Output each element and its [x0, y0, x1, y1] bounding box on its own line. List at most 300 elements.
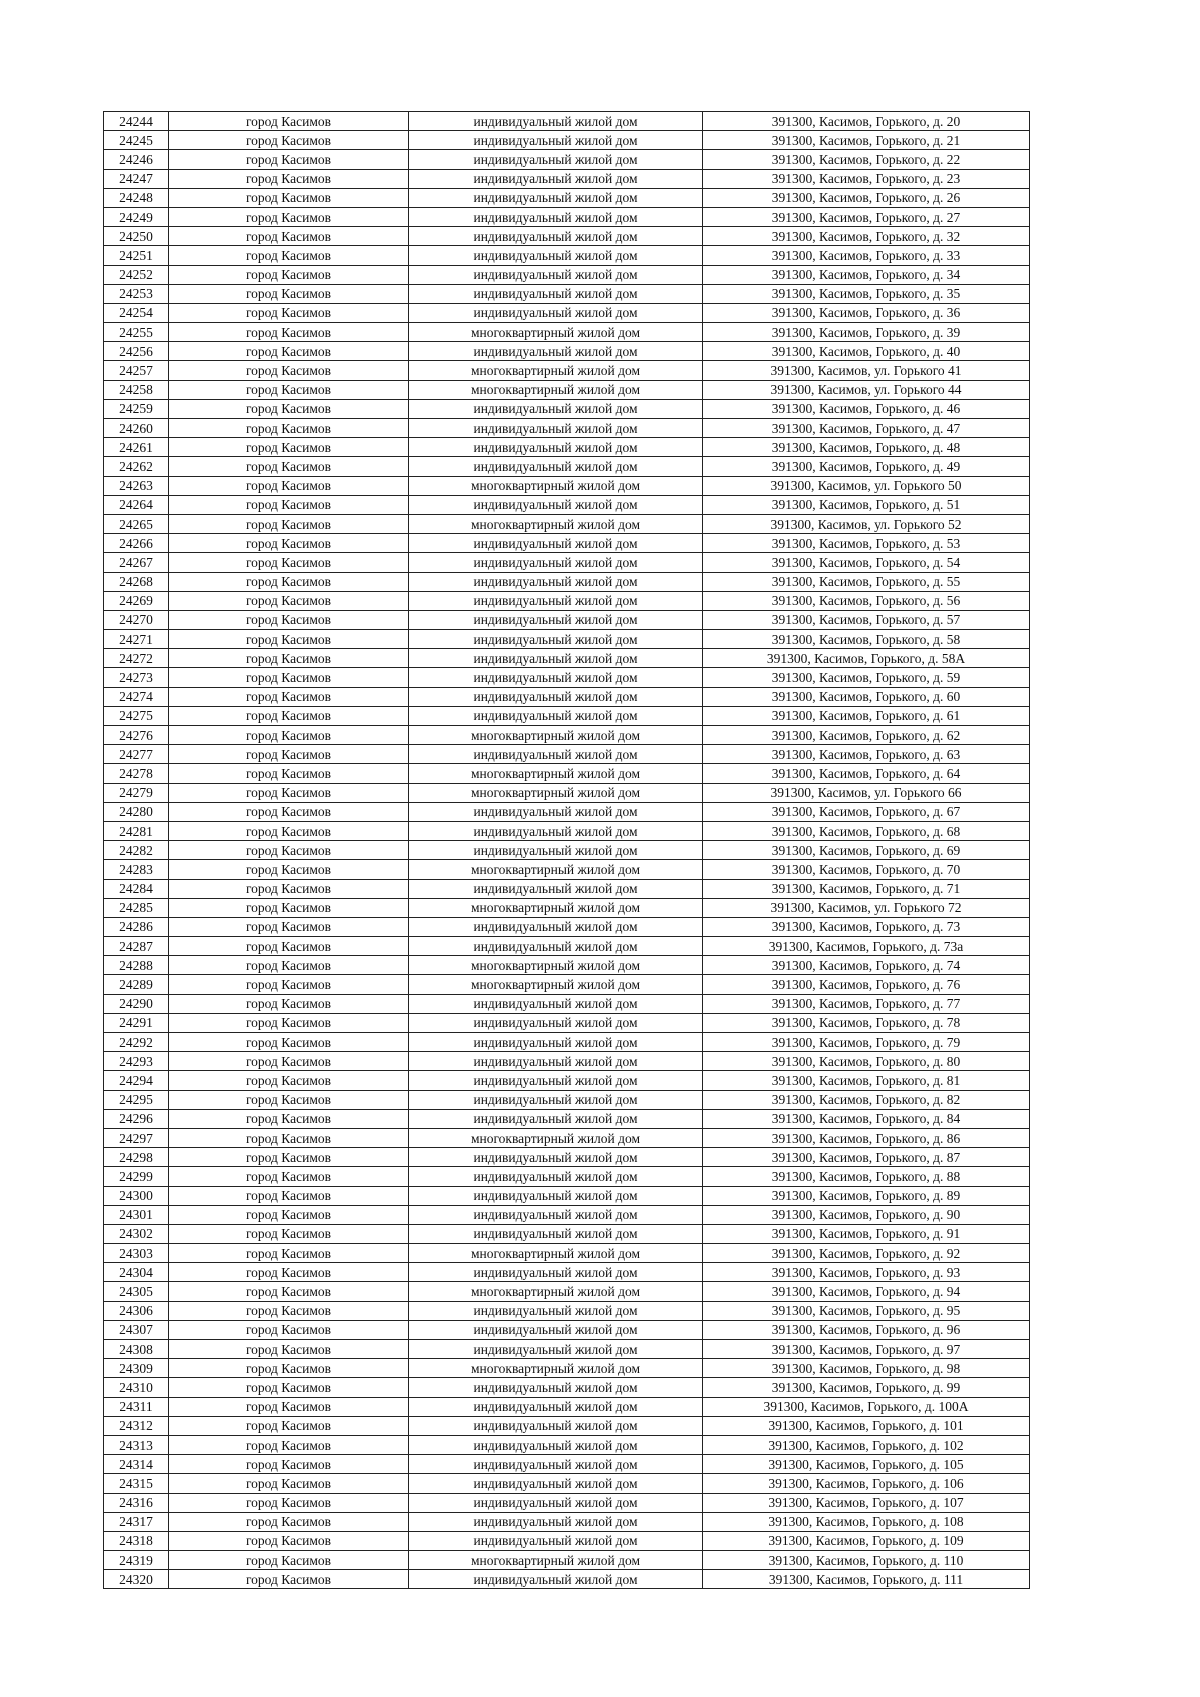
address-cell: 391300, Касимов, Горького, д. 93 [703, 1263, 1030, 1282]
building-type-cell: индивидуальный жилой дом [409, 1090, 703, 1109]
building-type-cell: индивидуальный жилой дом [409, 687, 703, 706]
settlement-cell: город Касимов [169, 534, 409, 553]
settlement-cell: город Касимов [169, 1320, 409, 1339]
address-cell: 391300, Касимов, Горького, д. 57 [703, 610, 1030, 629]
table-row [104, 1416, 1030, 1435]
address-cell: 391300, Касимов, Горького, д. 101 [703, 1416, 1030, 1435]
record-number-cell: 24308 [104, 1340, 169, 1359]
table-row [104, 438, 1030, 457]
record-number-cell: 24295 [104, 1090, 169, 1109]
table-row [104, 1570, 1030, 1589]
record-number-cell: 24279 [104, 783, 169, 802]
building-type-cell: индивидуальный жилой дом [409, 649, 703, 668]
record-number-cell: 24256 [104, 342, 169, 361]
table-row [104, 514, 1030, 533]
building-type-cell: индивидуальный жилой дом [409, 1474, 703, 1493]
settlement-cell: город Касимов [169, 1359, 409, 1378]
settlement-cell: город Касимов [169, 207, 409, 226]
settlement-cell: город Касимов [169, 1435, 409, 1454]
address-cell: 391300, Касимов, ул. Горького 41 [703, 361, 1030, 380]
building-type-cell: индивидуальный жилой дом [409, 1263, 703, 1282]
settlement-cell: город Касимов [169, 553, 409, 572]
address-cell: 391300, Касимов, Горького, д. 91 [703, 1224, 1030, 1243]
table-row [104, 1071, 1030, 1090]
record-number-cell: 24317 [104, 1512, 169, 1531]
building-type-cell: индивидуальный жилой дом [409, 1205, 703, 1224]
record-number-cell: 24257 [104, 361, 169, 380]
building-type-cell: индивидуальный жилой дом [409, 1416, 703, 1435]
settlement-cell: город Касимов [169, 1186, 409, 1205]
record-number-cell: 24263 [104, 476, 169, 495]
settlement-cell: город Касимов [169, 1013, 409, 1032]
record-number-cell: 24266 [104, 534, 169, 553]
address-cell: 391300, Касимов, Горького, д. 109 [703, 1531, 1030, 1550]
address-cell: 391300, Касимов, Горького, д. 53 [703, 534, 1030, 553]
record-number-cell: 24265 [104, 514, 169, 533]
record-number-cell: 24276 [104, 726, 169, 745]
table-row [104, 1244, 1030, 1263]
settlement-cell: город Касимов [169, 1128, 409, 1147]
table-row [104, 783, 1030, 802]
building-type-cell: многоквартирный жилой дом [409, 1244, 703, 1263]
building-type-cell: индивидуальный жилой дом [409, 1301, 703, 1320]
record-number-cell: 24291 [104, 1013, 169, 1032]
table-row [104, 745, 1030, 764]
record-number-cell: 24306 [104, 1301, 169, 1320]
table-row [104, 207, 1030, 226]
table-row [104, 265, 1030, 284]
address-cell: 391300, Касимов, ул. Горького 50 [703, 476, 1030, 495]
settlement-cell: город Касимов [169, 917, 409, 936]
address-cell: 391300, Касимов, Горького, д. 76 [703, 975, 1030, 994]
building-type-cell: индивидуальный жилой дом [409, 399, 703, 418]
address-cell: 391300, Касимов, Горького, д. 82 [703, 1090, 1030, 1109]
settlement-cell: город Касимов [169, 1148, 409, 1167]
address-cell: 391300, Касимов, ул. Горького 44 [703, 380, 1030, 399]
table-row [104, 706, 1030, 725]
building-type-cell: индивидуальный жилой дом [409, 821, 703, 840]
table-row [104, 994, 1030, 1013]
record-number-cell: 24309 [104, 1359, 169, 1378]
building-type-cell: индивидуальный жилой дом [409, 1340, 703, 1359]
address-cell: 391300, Касимов, Горького, д. 26 [703, 188, 1030, 207]
record-number-cell: 24296 [104, 1109, 169, 1128]
registry-table-body [104, 112, 1030, 1589]
building-type-cell: многоквартирный жилой дом [409, 764, 703, 783]
building-type-cell: индивидуальный жилой дом [409, 1109, 703, 1128]
building-type-cell: индивидуальный жилой дом [409, 112, 703, 131]
building-type-cell: индивидуальный жилой дом [409, 342, 703, 361]
table-row [104, 1128, 1030, 1147]
address-cell: 391300, Касимов, Горького, д. 111 [703, 1570, 1030, 1589]
address-cell: 391300, Касимов, Горького, д. 99 [703, 1378, 1030, 1397]
settlement-cell: город Касимов [169, 1378, 409, 1397]
address-cell: 391300, Касимов, Горького, д. 46 [703, 399, 1030, 418]
table-row [104, 1551, 1030, 1570]
record-number-cell: 24244 [104, 112, 169, 131]
building-type-cell: индивидуальный жилой дом [409, 1052, 703, 1071]
record-number-cell: 24255 [104, 323, 169, 342]
table-row [104, 1167, 1030, 1186]
address-cell: 391300, Касимов, Горького, д. 92 [703, 1244, 1030, 1263]
address-cell: 391300, Касимов, Горького, д. 20 [703, 112, 1030, 131]
building-type-cell: индивидуальный жилой дом [409, 1493, 703, 1512]
address-cell: 391300, Касимов, Горького, д. 87 [703, 1148, 1030, 1167]
address-cell: 391300, Касимов, Горького, д. 107 [703, 1493, 1030, 1512]
address-cell: 391300, Касимов, ул. Горького 52 [703, 514, 1030, 533]
building-type-cell: индивидуальный жилой дом [409, 553, 703, 572]
building-type-cell: индивидуальный жилой дом [409, 1512, 703, 1531]
settlement-cell: город Касимов [169, 841, 409, 860]
address-cell: 391300, Касимов, Горького, д. 56 [703, 591, 1030, 610]
settlement-cell: город Касимов [169, 726, 409, 745]
record-number-cell: 24249 [104, 207, 169, 226]
record-number-cell: 24300 [104, 1186, 169, 1205]
address-cell: 391300, Касимов, Горького, д. 39 [703, 323, 1030, 342]
address-cell: 391300, Касимов, Горького, д. 79 [703, 1033, 1030, 1052]
record-number-cell: 24261 [104, 438, 169, 457]
record-number-cell: 24319 [104, 1551, 169, 1570]
table-row [104, 169, 1030, 188]
record-number-cell: 24307 [104, 1320, 169, 1339]
record-number-cell: 24299 [104, 1167, 169, 1186]
table-row [104, 1224, 1030, 1243]
address-cell: 391300, Касимов, Горького, д. 61 [703, 706, 1030, 725]
record-number-cell: 24260 [104, 419, 169, 438]
building-type-cell: многоквартирный жилой дом [409, 898, 703, 917]
table-row [104, 1455, 1030, 1474]
record-number-cell: 24274 [104, 687, 169, 706]
building-type-cell: индивидуальный жилой дом [409, 879, 703, 898]
table-row [104, 188, 1030, 207]
table-row [104, 821, 1030, 840]
table-row [104, 802, 1030, 821]
table-row [104, 1263, 1030, 1282]
building-type-cell: индивидуальный жилой дом [409, 591, 703, 610]
table-row [104, 1090, 1030, 1109]
table-row [104, 572, 1030, 591]
table-row [104, 246, 1030, 265]
building-type-cell: индивидуальный жилой дом [409, 303, 703, 322]
address-cell: 391300, Касимов, Горького, д. 108 [703, 1512, 1030, 1531]
settlement-cell: город Касимов [169, 1263, 409, 1282]
record-number-cell: 24301 [104, 1205, 169, 1224]
address-cell: 391300, Касимов, Горького, д. 51 [703, 495, 1030, 514]
building-type-cell: индивидуальный жилой дом [409, 994, 703, 1013]
address-cell: 391300, Касимов, Горького, д. 74 [703, 956, 1030, 975]
building-type-cell: многоквартирный жилой дом [409, 975, 703, 994]
table-row [104, 1186, 1030, 1205]
record-number-cell: 24304 [104, 1263, 169, 1282]
record-number-cell: 24252 [104, 265, 169, 284]
settlement-cell: город Касимов [169, 342, 409, 361]
building-type-cell: индивидуальный жилой дом [409, 1397, 703, 1416]
table-row [104, 764, 1030, 783]
record-number-cell: 24287 [104, 937, 169, 956]
settlement-cell: город Касимов [169, 1416, 409, 1435]
building-type-cell: индивидуальный жилой дом [409, 495, 703, 514]
table-row [104, 342, 1030, 361]
table-row [104, 1282, 1030, 1301]
table-row [104, 1320, 1030, 1339]
record-number-cell: 24314 [104, 1455, 169, 1474]
address-cell: 391300, Касимов, Горького, д. 48 [703, 438, 1030, 457]
settlement-cell: город Касимов [169, 419, 409, 438]
table-row [104, 150, 1030, 169]
record-number-cell: 24271 [104, 630, 169, 649]
address-cell: 391300, Касимов, Горького, д. 32 [703, 227, 1030, 246]
settlement-cell: город Касимов [169, 1109, 409, 1128]
settlement-cell: город Касимов [169, 399, 409, 418]
record-number-cell: 24259 [104, 399, 169, 418]
table-row [104, 649, 1030, 668]
table-row [104, 917, 1030, 936]
registry-table [103, 111, 1030, 1589]
settlement-cell: город Касимов [169, 150, 409, 169]
settlement-cell: город Касимов [169, 380, 409, 399]
record-number-cell: 24310 [104, 1378, 169, 1397]
settlement-cell: город Касимов [169, 956, 409, 975]
address-cell: 391300, Касимов, Горького, д. 33 [703, 246, 1030, 265]
address-cell: 391300, Касимов, Горького, д. 70 [703, 860, 1030, 879]
table-row [104, 668, 1030, 687]
table-row [104, 975, 1030, 994]
record-number-cell: 24282 [104, 841, 169, 860]
address-cell: 391300, Касимов, Горького, д. 73 [703, 917, 1030, 936]
record-number-cell: 24280 [104, 802, 169, 821]
table-row [104, 457, 1030, 476]
table-row [104, 1052, 1030, 1071]
building-type-cell: индивидуальный жилой дом [409, 534, 703, 553]
table-row [104, 1531, 1030, 1550]
settlement-cell: город Касимов [169, 1090, 409, 1109]
table-row [104, 1474, 1030, 1493]
address-cell: 391300, Касимов, Горького, д. 21 [703, 131, 1030, 150]
settlement-cell: город Касимов [169, 131, 409, 150]
address-cell: 391300, Касимов, Горького, д. 27 [703, 207, 1030, 226]
settlement-cell: город Касимов [169, 821, 409, 840]
record-number-cell: 24286 [104, 917, 169, 936]
record-number-cell: 24284 [104, 879, 169, 898]
building-type-cell: индивидуальный жилой дом [409, 1531, 703, 1550]
table-row [104, 1378, 1030, 1397]
settlement-cell: город Касимов [169, 112, 409, 131]
record-number-cell: 24267 [104, 553, 169, 572]
record-number-cell: 24313 [104, 1435, 169, 1454]
record-number-cell: 24281 [104, 821, 169, 840]
table-row [104, 726, 1030, 745]
record-number-cell: 24298 [104, 1148, 169, 1167]
settlement-cell: город Касимов [169, 668, 409, 687]
settlement-cell: город Касимов [169, 879, 409, 898]
address-cell: 391300, Касимов, Горького, д. 22 [703, 150, 1030, 169]
settlement-cell: город Касимов [169, 706, 409, 725]
settlement-cell: город Касимов [169, 1244, 409, 1263]
record-number-cell: 24294 [104, 1071, 169, 1090]
table-row [104, 860, 1030, 879]
record-number-cell: 24268 [104, 572, 169, 591]
record-number-cell: 24248 [104, 188, 169, 207]
table-row [104, 1013, 1030, 1032]
table-row [104, 687, 1030, 706]
building-type-cell: индивидуальный жилой дом [409, 131, 703, 150]
table-row [104, 630, 1030, 649]
address-cell: 391300, Касимов, Горького, д. 89 [703, 1186, 1030, 1205]
record-number-cell: 24303 [104, 1244, 169, 1263]
address-cell: 391300, Касимов, Горького, д. 102 [703, 1435, 1030, 1454]
settlement-cell: город Касимов [169, 687, 409, 706]
address-cell: 391300, Касимов, Горького, д. 64 [703, 764, 1030, 783]
table-row [104, 1493, 1030, 1512]
building-type-cell: индивидуальный жилой дом [409, 150, 703, 169]
record-number-cell: 24272 [104, 649, 169, 668]
settlement-cell: город Касимов [169, 783, 409, 802]
table-row [104, 1340, 1030, 1359]
settlement-cell: город Касимов [169, 591, 409, 610]
building-type-cell: индивидуальный жилой дом [409, 1224, 703, 1243]
record-number-cell: 24251 [104, 246, 169, 265]
record-number-cell: 24285 [104, 898, 169, 917]
table-row [104, 131, 1030, 150]
settlement-cell: город Касимов [169, 1551, 409, 1570]
address-cell: 391300, Касимов, Горького, д. 106 [703, 1474, 1030, 1493]
settlement-cell: город Касимов [169, 745, 409, 764]
record-number-cell: 24269 [104, 591, 169, 610]
settlement-cell: город Касимов [169, 361, 409, 380]
address-cell: 391300, Касимов, Горького, д. 49 [703, 457, 1030, 476]
record-number-cell: 24297 [104, 1128, 169, 1147]
address-cell: 391300, Касимов, Горького, д. 81 [703, 1071, 1030, 1090]
address-cell: 391300, Касимов, Горького, д. 110 [703, 1551, 1030, 1570]
building-type-cell: индивидуальный жилой дом [409, 1186, 703, 1205]
settlement-cell: город Касимов [169, 1033, 409, 1052]
building-type-cell: многоквартирный жилой дом [409, 476, 703, 495]
building-type-cell: многоквартирный жилой дом [409, 860, 703, 879]
building-type-cell: индивидуальный жилой дом [409, 419, 703, 438]
settlement-cell: город Касимов [169, 860, 409, 879]
building-type-cell: индивидуальный жилой дом [409, 917, 703, 936]
address-cell: 391300, Касимов, Горького, д. 40 [703, 342, 1030, 361]
address-cell: 391300, Касимов, Горького, д. 100А [703, 1397, 1030, 1416]
settlement-cell: город Касимов [169, 438, 409, 457]
address-cell: 391300, Касимов, Горького, д. 36 [703, 303, 1030, 322]
address-cell: 391300, Касимов, Горького, д. 54 [703, 553, 1030, 572]
building-type-cell: многоквартирный жилой дом [409, 361, 703, 380]
settlement-cell: город Касимов [169, 1340, 409, 1359]
settlement-cell: город Касимов [169, 1455, 409, 1474]
building-type-cell: индивидуальный жилой дом [409, 745, 703, 764]
record-number-cell: 24278 [104, 764, 169, 783]
settlement-cell: город Касимов [169, 630, 409, 649]
settlement-cell: город Касимов [169, 764, 409, 783]
settlement-cell: город Касимов [169, 1282, 409, 1301]
settlement-cell: город Касимов [169, 1493, 409, 1512]
record-number-cell: 24292 [104, 1033, 169, 1052]
settlement-cell: город Касимов [169, 975, 409, 994]
building-type-cell: индивидуальный жилой дом [409, 706, 703, 725]
table-row [104, 112, 1030, 131]
address-cell: 391300, Касимов, Горького, д. 58 [703, 630, 1030, 649]
address-cell: 391300, Касимов, Горького, д. 105 [703, 1455, 1030, 1474]
record-number-cell: 24293 [104, 1052, 169, 1071]
address-cell: 391300, Касимов, Горького, д. 71 [703, 879, 1030, 898]
record-number-cell: 24315 [104, 1474, 169, 1493]
record-number-cell: 24254 [104, 303, 169, 322]
settlement-cell: город Касимов [169, 169, 409, 188]
building-type-cell: индивидуальный жилой дом [409, 668, 703, 687]
building-type-cell: индивидуальный жилой дом [409, 841, 703, 860]
address-cell: 391300, Касимов, Горького, д. 95 [703, 1301, 1030, 1320]
settlement-cell: город Касимов [169, 1205, 409, 1224]
settlement-cell: город Касимов [169, 1052, 409, 1071]
building-type-cell: индивидуальный жилой дом [409, 630, 703, 649]
address-cell: 391300, Касимов, ул. Горького 72 [703, 898, 1030, 917]
settlement-cell: город Касимов [169, 649, 409, 668]
table-row [104, 361, 1030, 380]
address-cell: 391300, Касимов, Горького, д. 96 [703, 1320, 1030, 1339]
building-type-cell: индивидуальный жилой дом [409, 1167, 703, 1186]
building-type-cell: многоквартирный жилой дом [409, 783, 703, 802]
building-type-cell: индивидуальный жилой дом [409, 1013, 703, 1032]
building-type-cell: индивидуальный жилой дом [409, 1320, 703, 1339]
building-type-cell: индивидуальный жилой дом [409, 937, 703, 956]
settlement-cell: город Касимов [169, 1301, 409, 1320]
settlement-cell: город Касимов [169, 610, 409, 629]
settlement-cell: город Касимов [169, 994, 409, 1013]
table-row [104, 1435, 1030, 1454]
record-number-cell: 24302 [104, 1224, 169, 1243]
address-cell: 391300, Касимов, Горького, д. 88 [703, 1167, 1030, 1186]
record-number-cell: 24247 [104, 169, 169, 188]
building-type-cell: индивидуальный жилой дом [409, 572, 703, 591]
settlement-cell: город Касимов [169, 1531, 409, 1550]
settlement-cell: город Касимов [169, 1071, 409, 1090]
record-number-cell: 24246 [104, 150, 169, 169]
table-row [104, 1301, 1030, 1320]
building-type-cell: многоквартирный жилой дом [409, 1359, 703, 1378]
table-row [104, 898, 1030, 917]
building-type-cell: индивидуальный жилой дом [409, 227, 703, 246]
table-row [104, 956, 1030, 975]
record-number-cell: 24289 [104, 975, 169, 994]
table-row [104, 937, 1030, 956]
record-number-cell: 24316 [104, 1493, 169, 1512]
building-type-cell: индивидуальный жилой дом [409, 1378, 703, 1397]
building-type-cell: индивидуальный жилой дом [409, 246, 703, 265]
settlement-cell: город Касимов [169, 898, 409, 917]
building-type-cell: индивидуальный жилой дом [409, 802, 703, 821]
building-type-cell: многоквартирный жилой дом [409, 323, 703, 342]
address-cell: 391300, Касимов, Горького, д. 90 [703, 1205, 1030, 1224]
address-cell: 391300, Касимов, Горького, д. 62 [703, 726, 1030, 745]
record-number-cell: 24245 [104, 131, 169, 150]
table-row [104, 380, 1030, 399]
building-type-cell: индивидуальный жилой дом [409, 188, 703, 207]
address-cell: 391300, Касимов, Горького, д. 63 [703, 745, 1030, 764]
settlement-cell: город Касимов [169, 1570, 409, 1589]
building-type-cell: индивидуальный жилой дом [409, 438, 703, 457]
address-cell: 391300, Касимов, Горького, д. 60 [703, 687, 1030, 706]
record-number-cell: 24283 [104, 860, 169, 879]
table-row [104, 419, 1030, 438]
settlement-cell: город Касимов [169, 246, 409, 265]
address-cell: 391300, Касимов, Горького, д. 68 [703, 821, 1030, 840]
building-type-cell: индивидуальный жилой дом [409, 1455, 703, 1474]
record-number-cell: 24277 [104, 745, 169, 764]
table-row [104, 476, 1030, 495]
table-row [104, 303, 1030, 322]
address-cell: 391300, Касимов, Горького, д. 58А [703, 649, 1030, 668]
